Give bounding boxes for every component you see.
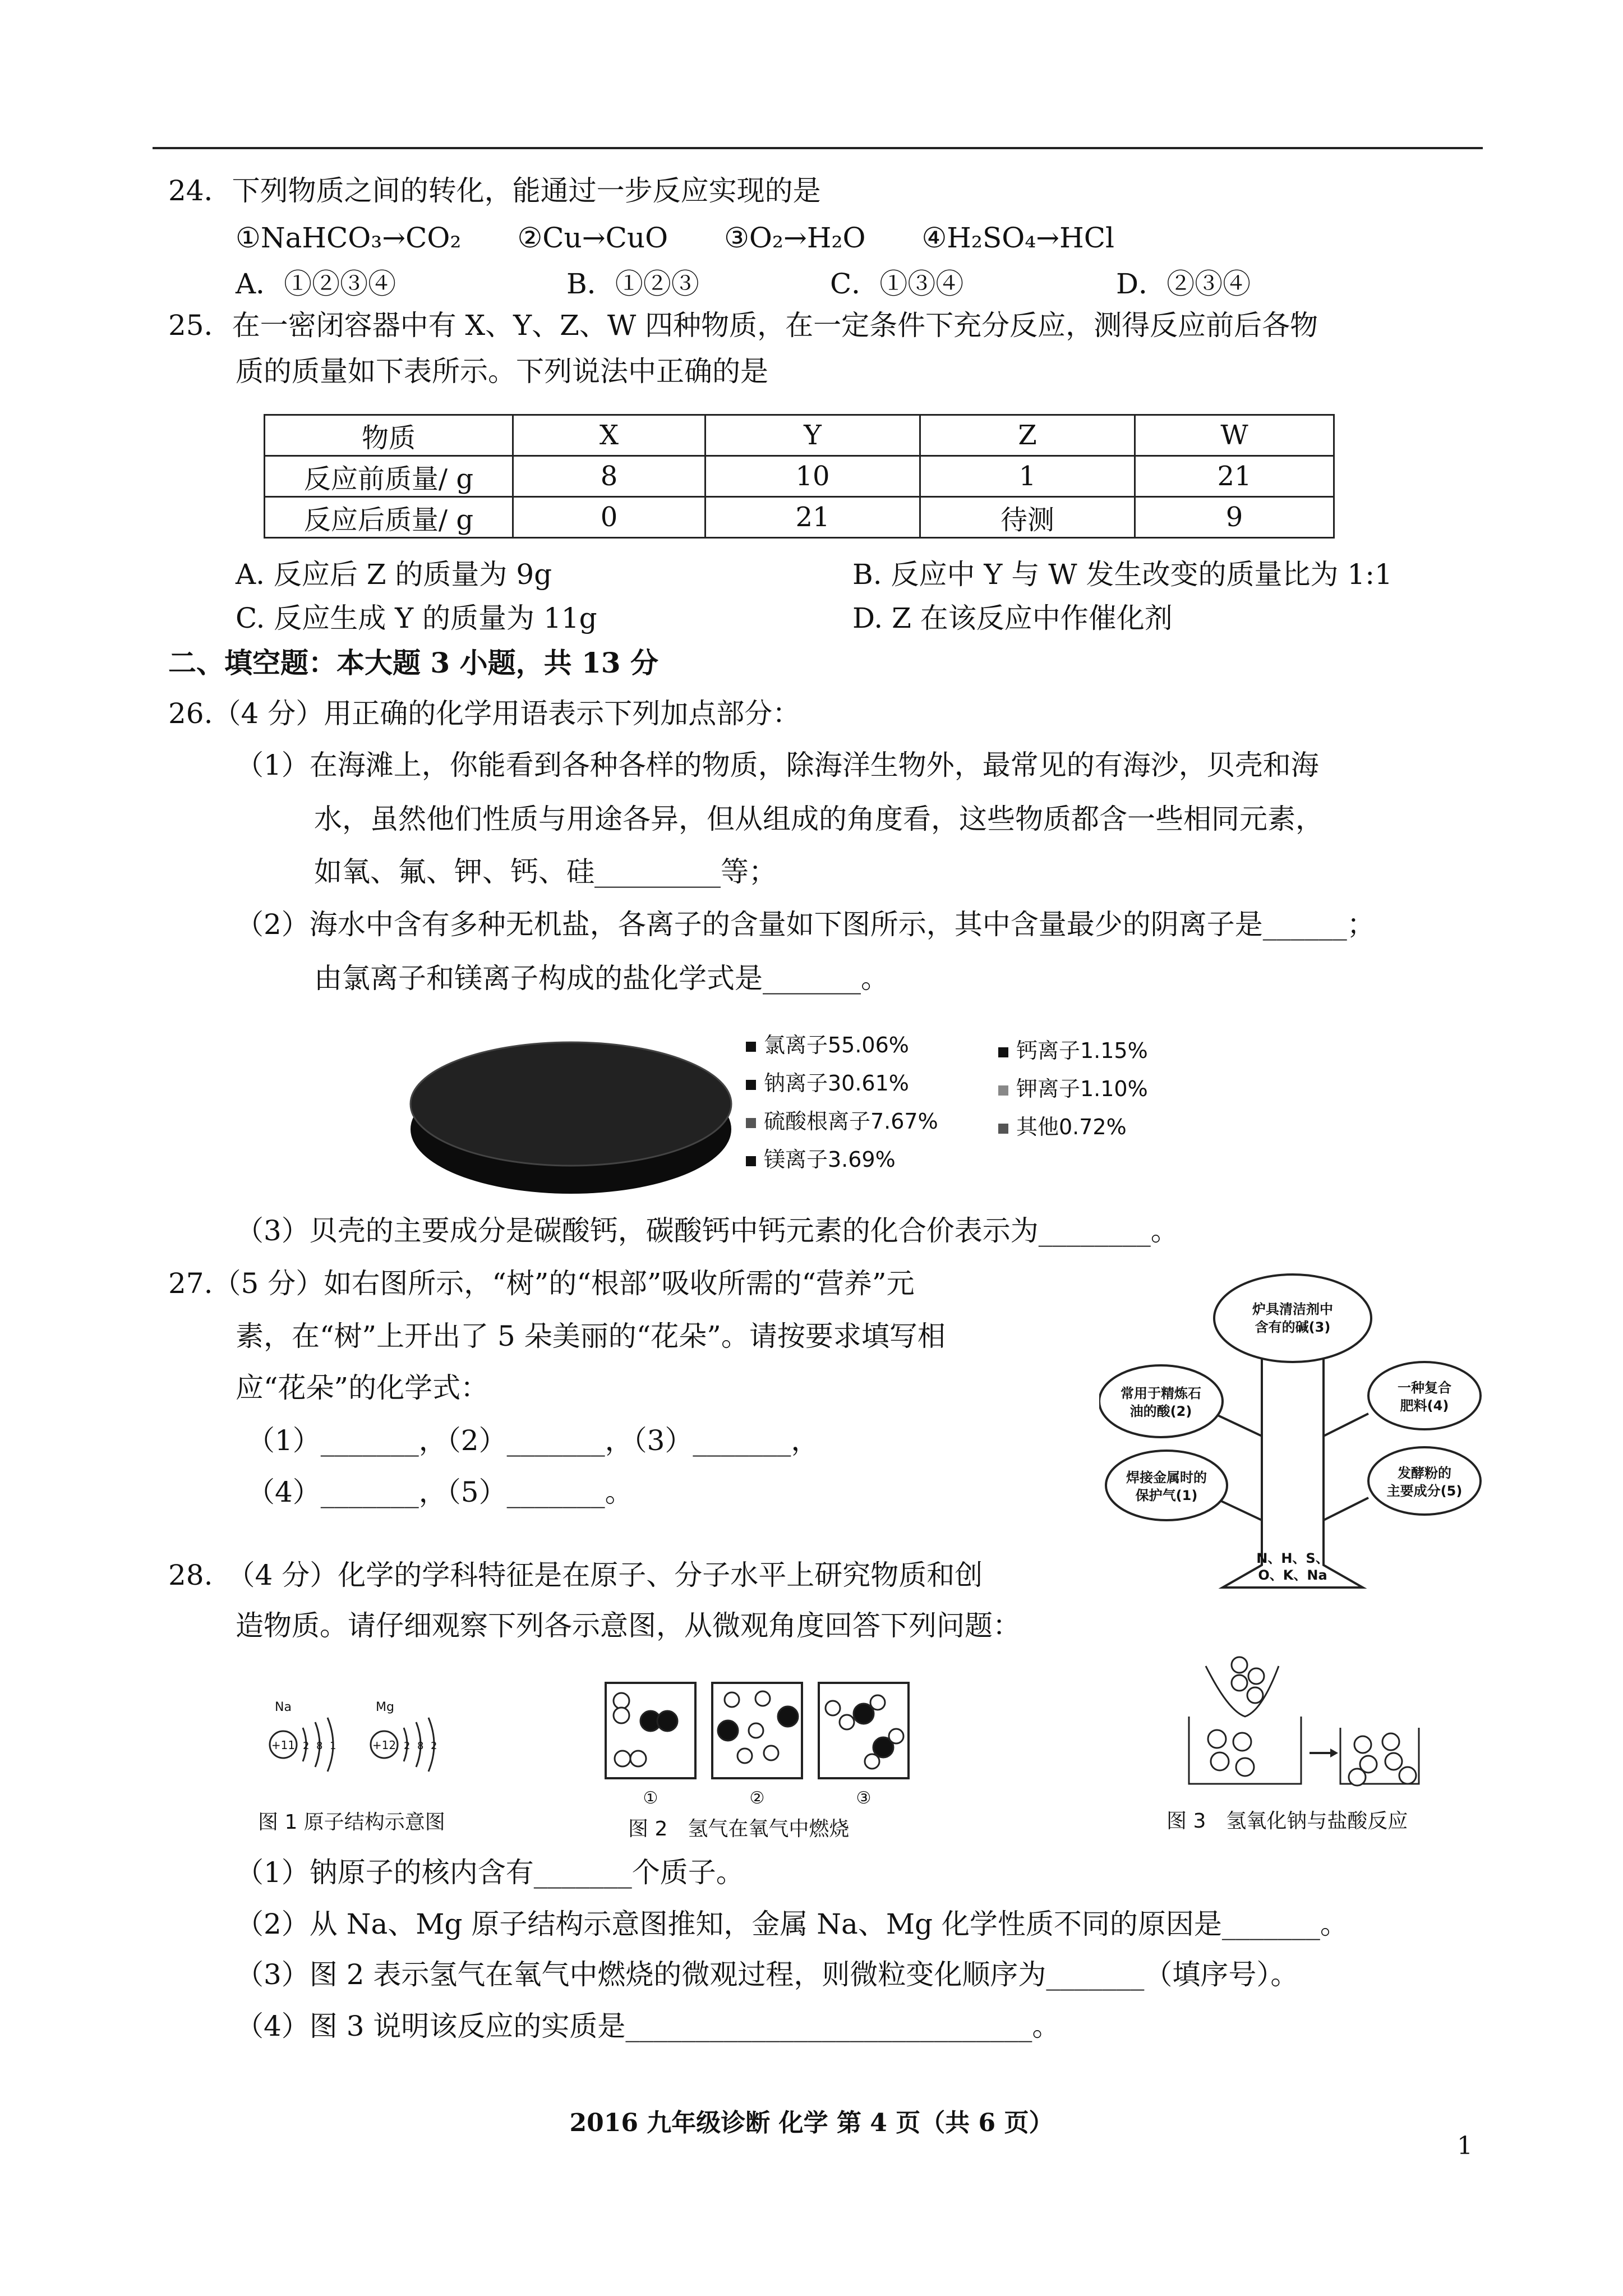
- table-cell: Y: [706, 415, 920, 456]
- q28-question4: （4）图 3 说明该反应的实质是_____________________________。: [236, 2010, 1061, 2042]
- flower-5: [1368, 1447, 1481, 1515]
- q25-option-c: C. 反应生成 Y 的质量为 11g: [236, 602, 597, 634]
- figure3-caption: 图 3 氢氧化钠与盐酸反应: [1166, 1810, 1408, 1833]
- q27-line2: 素，在“树”上开出了 5 朵美丽的“花朵”。请按要求填写相: [236, 1320, 946, 1352]
- tree-label: 常用于精炼石: [1121, 1386, 1201, 1401]
- tree-label: 油的酸(2): [1129, 1404, 1192, 1419]
- box-label: ①: [643, 1788, 658, 1808]
- svg-text:2: 2: [303, 1740, 310, 1752]
- legend-swatch: [746, 1042, 756, 1052]
- q25-stem-line2: 质的质量如下表所示。下列说法中正确的是: [236, 355, 768, 388]
- nutrient-tree-diagram: [1099, 1273, 1486, 1599]
- hydrogen-combustion-figure: [600, 1677, 914, 1812]
- q25-option-a: A. 反应后 Z 的质量为 9g: [236, 558, 552, 591]
- q26-part1-line2: 水，虽然他们性质与用途各异，但从组成的角度看，这些物质都含一些相同元素，: [314, 803, 1324, 835]
- flower-1: [1106, 1451, 1227, 1520]
- q26-part2-line2: 由氯离子和镁离子构成的盐化学式是_______。: [314, 962, 889, 995]
- tree-label: 炉具清洁剂中: [1252, 1301, 1333, 1317]
- legend-label: 钠离子30.61%: [764, 1071, 909, 1096]
- q26-stem: 26.（4 分）用正确的化学用语表示下列加点部分：: [168, 697, 801, 730]
- table-cell: 9: [1135, 497, 1334, 538]
- table-cell: X: [513, 415, 706, 456]
- table-cell: 物质: [265, 415, 513, 456]
- q28-question2: （2）从 Na、Mg 原子结构示意图推知，金属 Na、Mg 化学性质不同的原因是_______。: [236, 1908, 1348, 1940]
- tree-label: 保护气(1): [1135, 1488, 1198, 1503]
- table-cell: Z: [920, 415, 1135, 456]
- na-label: Na: [275, 1700, 292, 1714]
- mg-nucleus-label: +12: [372, 1738, 396, 1752]
- legend-item: [746, 1069, 909, 1097]
- q24-stem: 24．下列物质之间的转化，能通过一步反应实现的是: [168, 174, 821, 207]
- svg-text:8: 8: [417, 1740, 424, 1752]
- page-number: 1: [1457, 2132, 1473, 2160]
- figure2-caption: 图 2 氢气在氧气中燃烧: [628, 1818, 850, 1841]
- mg-label: Mg: [376, 1700, 394, 1714]
- table-cell: W: [1135, 415, 1334, 456]
- legend-item: [746, 1031, 909, 1059]
- table-row: [265, 497, 1334, 538]
- q24-items: ①NaHCO₃→CO₂ ②Cu→CuO ③O₂→H₂O ④H₂SO₄→HCl: [236, 222, 1114, 254]
- na-nucleus-label: +11: [271, 1738, 296, 1752]
- q26-part1-line1: （1）在海滩上，你能看到各种各样的物质，除海洋生物外，最常见的有海沙，贝壳和海: [236, 749, 1319, 781]
- legend-swatch: [998, 1124, 1008, 1134]
- table-cell: 反应前质量/ g: [265, 456, 513, 497]
- table-cell: 8: [513, 456, 706, 497]
- legend-label: 硫酸根离子7.67%: [764, 1109, 938, 1134]
- q24-option-c: C．①③④: [830, 268, 964, 300]
- svg-text:2: 2: [431, 1740, 437, 1752]
- legend-swatch: [746, 1156, 756, 1166]
- top-rule: [153, 147, 1483, 149]
- page-footer: 2016 九年级诊断 化学 第 4 页（共 6 页）: [569, 2109, 1054, 2137]
- figure1-caption: 图 1 原子结构示意图: [258, 1811, 445, 1834]
- table-cell: 1: [920, 456, 1135, 497]
- box-label: ③: [856, 1788, 872, 1808]
- q24-option-b: B．①②③: [566, 268, 699, 300]
- svg-text:8: 8: [316, 1740, 323, 1752]
- q27-line1: 27.（5 分）如右图所示，“树”的“根部”吸收所需的“营养”元: [168, 1267, 915, 1300]
- q27-blanks-1: （1）_______，（2）_______，（3）_______，: [247, 1424, 819, 1457]
- legend-label: 钾离子1.10%: [1016, 1076, 1148, 1101]
- q25-stem-line1: 25．在一密闭容器中有 X、Y、Z、W 四种物质，在一定条件下充分反应，测得反应前后各物: [168, 309, 1318, 342]
- table-row: [265, 456, 1334, 497]
- q24-option-d: D．②③④: [1116, 268, 1251, 300]
- mass-table: [264, 414, 1335, 539]
- neutralization-figure: [1183, 1649, 1441, 1795]
- section-heading: 二、填空题：本大题 3 小题，共 13 分: [168, 646, 658, 679]
- table-cell: 待测: [920, 497, 1135, 538]
- q27-line3: 应“花朵”的化学式：: [236, 1372, 489, 1404]
- table-header-row: [265, 415, 1334, 456]
- q27-blanks-2: （4）_______，（5）_______。: [247, 1476, 633, 1508]
- legend-item: [998, 1037, 1148, 1065]
- tree-label: 发酵粉的: [1398, 1465, 1451, 1481]
- tree-root-label: N、H、S、: [1256, 1550, 1329, 1566]
- legend-item: [998, 1075, 1148, 1103]
- tree-label: 焊接金属时的: [1126, 1470, 1207, 1485]
- q28-line2: 造物质。请仔细观察下列各示意图，从微观角度回答下列问题：: [236, 1609, 1021, 1642]
- tree-label: 一种复合: [1398, 1380, 1451, 1396]
- flower-4: [1368, 1362, 1481, 1429]
- legend-swatch: [746, 1118, 756, 1128]
- box-label: ②: [749, 1788, 765, 1808]
- q28-question3: （3）图 2 表示氢气在氧气中燃烧的微观过程，则微粒变化顺序为_______（填序号）。: [236, 1958, 1299, 1991]
- legend-item: [746, 1145, 896, 1174]
- q26-part3: （3）贝壳的主要成分是碳酸钙，碳酸钙中钙元素的化合价表示为________。: [236, 1214, 1179, 1247]
- legend-label: 其他0.72%: [1016, 1115, 1127, 1139]
- legend-label: 氯离子55.06%: [764, 1033, 909, 1057]
- legend-item: [746, 1107, 938, 1135]
- atom-structure-figure: [258, 1688, 494, 1784]
- q26-part1-line3: 如氧、氟、钾、钙、硅_________等；: [314, 855, 777, 888]
- q26-part2-line1: （2）海水中含有多种无机盐，各离子的含量如下图所示，其中含量最少的阴离子是______；: [236, 908, 1375, 941]
- svg-text:1: 1: [330, 1740, 336, 1752]
- legend-swatch: [998, 1047, 1008, 1057]
- tree-label: 主要成分(5): [1386, 1483, 1463, 1499]
- q25-option-d: D. Z 在该反应中作催化剂: [852, 602, 1173, 634]
- tree-label: 含有的碱(3): [1255, 1319, 1331, 1335]
- svg-text:2: 2: [404, 1740, 411, 1752]
- legend-label: 钙离子1.15%: [1016, 1038, 1148, 1063]
- q28-line1: 28. （4 分）化学的学科特征是在原子、分子水平上研究物质和创: [168, 1559, 983, 1591]
- ion-pie-chart: [403, 1031, 739, 1199]
- q25-option-b: B. 反应中 Y 与 W 发生改变的质量比为 1:1: [852, 558, 1393, 591]
- q24-option-a: A．①②③④: [236, 268, 396, 300]
- table-cell: 反应后质量/ g: [265, 497, 513, 538]
- tree-root-label: O、K、Na: [1258, 1567, 1327, 1583]
- table-cell: 10: [706, 456, 920, 497]
- legend-swatch: [746, 1080, 756, 1090]
- legend-swatch: [998, 1085, 1008, 1096]
- legend-label: 镁离子3.69%: [764, 1147, 896, 1172]
- q28-question1: （1）钠原子的核内含有_______个质子。: [236, 1856, 744, 1889]
- tree-label: 肥料(4): [1400, 1398, 1449, 1414]
- flower-3: [1214, 1274, 1371, 1362]
- table-cell: 21: [1135, 456, 1334, 497]
- legend-item: [998, 1113, 1127, 1141]
- flower-2: [1099, 1365, 1223, 1437]
- table-cell: 0: [513, 497, 706, 538]
- table-cell: 21: [706, 497, 920, 538]
